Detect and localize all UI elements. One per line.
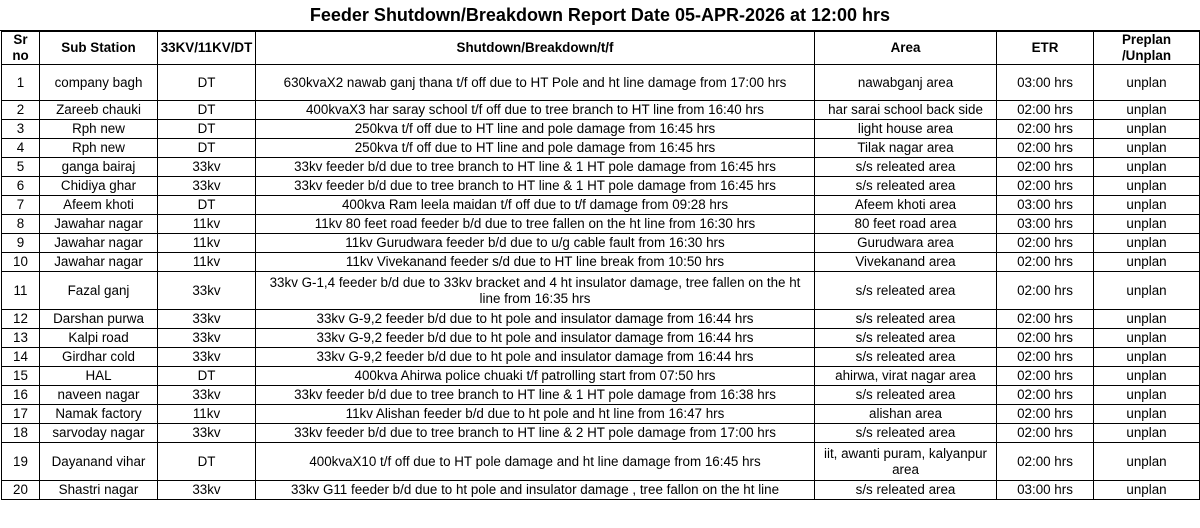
- report-title: Feeder Shutdown/Breakdown Report Date 05-APR-2026 at 12:00 hrs: [0, 0, 1200, 31]
- cell-area: iit, awanti puram, kalyanpur area: [815, 443, 997, 481]
- cell-etr: 02:00 hrs: [997, 139, 1094, 158]
- cell-sub-station: Rph new: [40, 139, 158, 158]
- cell-voltage: 11kv: [158, 215, 256, 234]
- cell-plan: unplan: [1094, 443, 1200, 481]
- cell-etr: 03:00 hrs: [997, 481, 1094, 500]
- cell-sr-no: 19: [2, 443, 40, 481]
- table-row: [2, 348, 1200, 367]
- table-body: [2, 65, 1200, 500]
- cell-area: s/s releated area: [815, 158, 997, 177]
- cell-sub-station: Kalpi road: [40, 329, 158, 348]
- cell-plan: unplan: [1094, 329, 1200, 348]
- cell-area: nawabganj area: [815, 65, 997, 101]
- cell-detail: 400kva Ram leela maidan t/f off due to t/f damage from 09:28 hrs: [256, 196, 815, 215]
- cell-sr-no: 12: [2, 310, 40, 329]
- cell-area: s/s releated area: [815, 310, 997, 329]
- cell-voltage: 33kv: [158, 158, 256, 177]
- cell-voltage: 33kv: [158, 329, 256, 348]
- cell-etr: 02:00 hrs: [997, 272, 1094, 310]
- cell-detail: 400kva Ahirwa police chuaki t/f patrolling start from 07:50 hrs: [256, 367, 815, 386]
- cell-voltage: 11kv: [158, 405, 256, 424]
- cell-plan: unplan: [1094, 158, 1200, 177]
- cell-sr-no: 11: [2, 272, 40, 310]
- cell-detail: 33kv G-9,2 feeder b/d due to ht pole and insulator damage from 16:44 hrs: [256, 310, 815, 329]
- cell-plan: unplan: [1094, 348, 1200, 367]
- table-row: [2, 272, 1200, 310]
- cell-detail: 33kv G11 feeder b/d due to ht pole and insulator damage , tree fallon on the ht line: [256, 481, 815, 500]
- cell-voltage: DT: [158, 120, 256, 139]
- table-row: [2, 196, 1200, 215]
- cell-etr: 03:00 hrs: [997, 215, 1094, 234]
- cell-area: s/s releated area: [815, 272, 997, 310]
- cell-detail: 33kv G-1,4 feeder b/d due to 33kv bracket and 4 ht insulator damage, tree fallen on the ht line from 16:35 hrs: [256, 272, 815, 310]
- cell-plan: unplan: [1094, 177, 1200, 196]
- cell-area: s/s releated area: [815, 177, 997, 196]
- cell-sub-station: Jawahar nagar: [40, 215, 158, 234]
- cell-area: s/s releated area: [815, 424, 997, 443]
- cell-sr-no: 9: [2, 234, 40, 253]
- table-row: [2, 101, 1200, 120]
- cell-sub-station: Girdhar cold: [40, 348, 158, 367]
- cell-plan: unplan: [1094, 101, 1200, 120]
- cell-area: Afeem khoti area: [815, 196, 997, 215]
- col-header-etr: ETR: [997, 32, 1094, 65]
- cell-etr: 03:00 hrs: [997, 196, 1094, 215]
- col-header-voltage: 33KV/11KV/DT: [158, 32, 256, 65]
- cell-sub-station: Darshan purwa: [40, 310, 158, 329]
- cell-sub-station: Namak factory: [40, 405, 158, 424]
- cell-etr: 02:00 hrs: [997, 177, 1094, 196]
- cell-plan: unplan: [1094, 272, 1200, 310]
- cell-plan: unplan: [1094, 367, 1200, 386]
- cell-voltage: 33kv: [158, 481, 256, 500]
- table-row: [2, 443, 1200, 481]
- cell-detail: 33kv feeder b/d due to tree branch to HT line & 1 HT pole damage from 16:45 hrs: [256, 158, 815, 177]
- cell-etr: 02:00 hrs: [997, 234, 1094, 253]
- cell-detail: 33kv feeder b/d due to tree branch to HT line & 1 HT pole damage from 16:45 hrs: [256, 177, 815, 196]
- cell-sub-station: Jawahar nagar: [40, 234, 158, 253]
- cell-plan: unplan: [1094, 310, 1200, 329]
- cell-voltage: 11kv: [158, 234, 256, 253]
- cell-voltage: 33kv: [158, 310, 256, 329]
- table-row: [2, 177, 1200, 196]
- cell-detail: 11kv Gurudwara feeder b/d due to u/g cable fault from 16:30 hrs: [256, 234, 815, 253]
- cell-sr-no: 20: [2, 481, 40, 500]
- cell-etr: 02:00 hrs: [997, 348, 1094, 367]
- cell-sub-station: sarvoday nagar: [40, 424, 158, 443]
- cell-sr-no: 17: [2, 405, 40, 424]
- cell-voltage: 33kv: [158, 386, 256, 405]
- cell-sub-station: Afeem khoti: [40, 196, 158, 215]
- table-row: [2, 253, 1200, 272]
- cell-sub-station: Jawahar nagar: [40, 253, 158, 272]
- cell-sr-no: 16: [2, 386, 40, 405]
- cell-area: s/s releated area: [815, 481, 997, 500]
- cell-sr-no: 15: [2, 367, 40, 386]
- cell-detail: 33kv G-9,2 feeder b/d due to ht pole and insulator damage from 16:44 hrs: [256, 348, 815, 367]
- cell-plan: unplan: [1094, 405, 1200, 424]
- cell-etr: 02:00 hrs: [997, 329, 1094, 348]
- table-row: [2, 481, 1200, 500]
- cell-voltage: 33kv: [158, 424, 256, 443]
- cell-sub-station: HAL: [40, 367, 158, 386]
- cell-voltage: 11kv: [158, 253, 256, 272]
- cell-etr: 03:00 hrs: [997, 65, 1094, 101]
- cell-area: s/s releated area: [815, 329, 997, 348]
- table-row: [2, 367, 1200, 386]
- cell-detail: 250kva t/f off due to HT line and pole damage from 16:45 hrs: [256, 139, 815, 158]
- cell-sub-station: ganga bairaj: [40, 158, 158, 177]
- table-row: [2, 65, 1200, 101]
- cell-area: light house area: [815, 120, 997, 139]
- cell-plan: unplan: [1094, 424, 1200, 443]
- cell-sr-no: 13: [2, 329, 40, 348]
- cell-sr-no: 3: [2, 120, 40, 139]
- cell-detail: 33kv feeder b/d due to tree branch to HT line & 2 HT pole damage from 17:00 hrs: [256, 424, 815, 443]
- cell-sr-no: 14: [2, 348, 40, 367]
- cell-detail: 630kvaX2 nawab ganj thana t/f off due to HT Pole and ht line damage from 17:00 hrs: [256, 65, 815, 101]
- cell-plan: unplan: [1094, 120, 1200, 139]
- cell-etr: 02:00 hrs: [997, 443, 1094, 481]
- col-header-plan: Preplan /Unplan: [1094, 32, 1200, 65]
- col-header-area: Area: [815, 32, 997, 65]
- cell-sr-no: 10: [2, 253, 40, 272]
- col-header-sr-no: Sr no: [2, 32, 40, 65]
- cell-area: ahirwa, virat nagar area: [815, 367, 997, 386]
- cell-sub-station: Zareeb chauki: [40, 101, 158, 120]
- cell-detail: 250kva t/f off due to HT line and pole damage from 16:45 hrs: [256, 120, 815, 139]
- cell-detail: 33kv G-9,2 feeder b/d due to ht pole and insulator damage from 16:44 hrs: [256, 329, 815, 348]
- cell-plan: unplan: [1094, 215, 1200, 234]
- cell-sub-station: Chidiya ghar: [40, 177, 158, 196]
- cell-etr: 02:00 hrs: [997, 158, 1094, 177]
- cell-voltage: 33kv: [158, 177, 256, 196]
- cell-sr-no: 7: [2, 196, 40, 215]
- cell-detail: 11kv Alishan feeder b/d due to ht pole and ht line from 16:47 hrs: [256, 405, 815, 424]
- cell-etr: 02:00 hrs: [997, 424, 1094, 443]
- cell-area: Tilak nagar area: [815, 139, 997, 158]
- cell-sr-no: 6: [2, 177, 40, 196]
- cell-voltage: DT: [158, 196, 256, 215]
- cell-detail: 11kv 80 feet road feeder b/d due to tree fallen on the ht line from 16:30 hrs: [256, 215, 815, 234]
- cell-sr-no: 2: [2, 101, 40, 120]
- cell-plan: unplan: [1094, 253, 1200, 272]
- table-row: [2, 215, 1200, 234]
- cell-area: Gurudwara area: [815, 234, 997, 253]
- cell-etr: 02:00 hrs: [997, 386, 1094, 405]
- table-row: [2, 424, 1200, 443]
- cell-etr: 02:00 hrs: [997, 101, 1094, 120]
- col-header-detail: Shutdown/Breakdown/t/f: [256, 32, 815, 65]
- cell-sub-station: company bagh: [40, 65, 158, 101]
- cell-voltage: DT: [158, 139, 256, 158]
- cell-sr-no: 5: [2, 158, 40, 177]
- cell-area: alishan area: [815, 405, 997, 424]
- cell-etr: 02:00 hrs: [997, 310, 1094, 329]
- col-header-sub-station: Sub Station: [40, 32, 158, 65]
- table-row: [2, 120, 1200, 139]
- cell-detail: 400kvaX10 t/f off due to HT pole damage and ht line damage from 16:45 hrs: [256, 443, 815, 481]
- cell-sr-no: 4: [2, 139, 40, 158]
- cell-sr-no: 8: [2, 215, 40, 234]
- cell-etr: 02:00 hrs: [997, 405, 1094, 424]
- table-row: [2, 234, 1200, 253]
- cell-detail: 33kv feeder b/d due to tree branch to HT line & 1 HT pole damage from 16:38 hrs: [256, 386, 815, 405]
- cell-detail: 400kvaX3 har saray school t/f off due to tree branch to HT line from 16:40 hrs: [256, 101, 815, 120]
- cell-plan: unplan: [1094, 65, 1200, 101]
- cell-area: 80 feet road area: [815, 215, 997, 234]
- cell-voltage: DT: [158, 65, 256, 101]
- cell-sub-station: Shastri nagar: [40, 481, 158, 500]
- table-row: [2, 158, 1200, 177]
- cell-area: s/s releated area: [815, 386, 997, 405]
- cell-sr-no: 1: [2, 65, 40, 101]
- cell-etr: 02:00 hrs: [997, 367, 1094, 386]
- cell-plan: unplan: [1094, 139, 1200, 158]
- cell-etr: 02:00 hrs: [997, 120, 1094, 139]
- report-table: [1, 31, 1200, 500]
- table-row: [2, 329, 1200, 348]
- cell-sr-no: 18: [2, 424, 40, 443]
- cell-area: Vivekanand area: [815, 253, 997, 272]
- cell-etr: 02:00 hrs: [997, 253, 1094, 272]
- cell-sub-station: naveen nagar: [40, 386, 158, 405]
- cell-plan: unplan: [1094, 481, 1200, 500]
- cell-sub-station: Dayanand vihar: [40, 443, 158, 481]
- table-row: [2, 310, 1200, 329]
- cell-area: har sarai school back side: [815, 101, 997, 120]
- cell-area: s/s releated area: [815, 348, 997, 367]
- cell-voltage: 33kv: [158, 348, 256, 367]
- table-row: [2, 405, 1200, 424]
- cell-voltage: DT: [158, 367, 256, 386]
- table-row: [2, 386, 1200, 405]
- cell-voltage: DT: [158, 443, 256, 481]
- cell-plan: unplan: [1094, 196, 1200, 215]
- table-row: [2, 139, 1200, 158]
- cell-detail: 11kv Vivekanand feeder s/d due to HT line break from 10:50 hrs: [256, 253, 815, 272]
- cell-voltage: DT: [158, 101, 256, 120]
- cell-sub-station: Rph new: [40, 120, 158, 139]
- cell-plan: unplan: [1094, 386, 1200, 405]
- cell-sub-station: Fazal ganj: [40, 272, 158, 310]
- header-row: [2, 32, 1200, 65]
- cell-voltage: 33kv: [158, 272, 256, 310]
- cell-plan: unplan: [1094, 234, 1200, 253]
